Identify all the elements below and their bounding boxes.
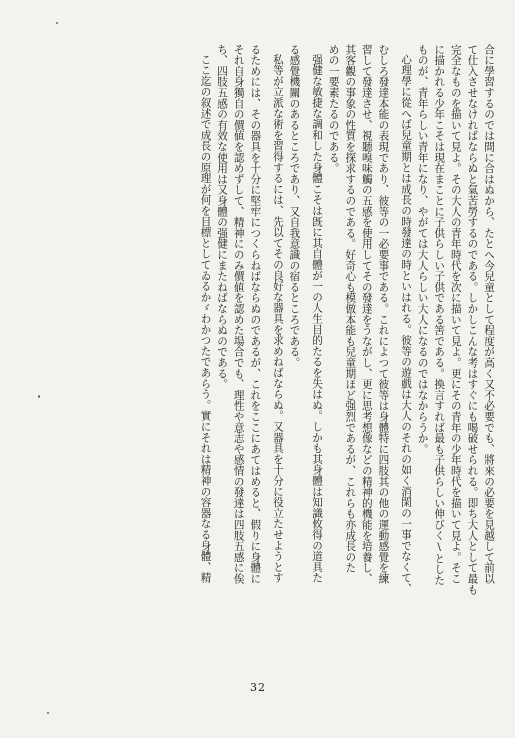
text-line: ものが、青年らしい青年になり、やがては大人らしい大人になるのではなからうか。 <box>416 44 429 455</box>
page-number: 32 <box>250 681 266 694</box>
print-speck <box>47 712 49 714</box>
text-line: 其客觀の事象の性質を探求するのである。好奇心も模倣本能も兒童期ほど强烈であるが、これらも亦成長のた <box>344 44 357 574</box>
text-line: て仕入させなければならぬと氣苦勞するのである。しかしこんな考はすぐにも喝破せられる。即ち大人として最も <box>466 44 479 595</box>
text-line: ち、四肢五感の有效な使用は又身體の强健にまたねばならぬのである。 <box>216 44 229 390</box>
text-line: 心理學に從へば兒童期とは成長の時發達の時といはれる。彼等の遊戲は大人のそれの如く消閑の一事でなくて、 <box>400 54 413 594</box>
text-line: に描かれる少年こそは現在まことに子供らしい子供である筈である。換言すれば最も子供らしい伸びく\とした <box>433 44 446 586</box>
text-line: むしろ發達本能の表現であり、彼等の一必要事である。これによつて彼等は身體特に四肢其の他の運動感覺を練 <box>377 44 390 584</box>
text-line: 習して發達させ、視聽嗅味觸の五感を使用してその發達をうながし、更に思考想像などの精神的機能を培養し、 <box>360 44 373 584</box>
text-line: めの一要素たるのである。 <box>327 44 340 174</box>
text-line: それ自身獨自の價値を認めずして、精神にのみ價値を認めた場合でも、理性や意志や感情の發達は四肢五感に俟 <box>232 44 245 584</box>
print-speck <box>56 22 58 24</box>
text-line: 私等が立派な術を習得するには、先以てその良好な器具を求めねばならぬ。又器具を十分に役立たせようとす <box>271 54 284 584</box>
text-line: ここ迄の叙述で成長の原理が何を目標としてゐるかゞわかつたであらう。實にそれは精神の容器なる身體、精 <box>199 54 212 584</box>
text-line: 完全なものを描いて見よ。その大人の青年時代を次に描いて見よ。更にその青年の少年時代を描いて見よ。そこ <box>449 44 462 584</box>
text-line: 合に學習するのでは間に合はぬから、たとへ今兒童として程度が高く又不必要でも、將來の必要を見越して前以 <box>483 44 495 584</box>
text-line: る感覺機關のあるところであり、又自我意識の宿るところである。 <box>288 44 301 368</box>
body-text <box>12 44 497 660</box>
text-line: 强健な敏捷な調和した身體こそは旣に其自體が一の人生目的たるを失はぬ。しかも其身體は知識攸得の道具た <box>311 54 324 584</box>
text-line: るためには、その器具を十分に堅牢につくらねばならぬのであるが、これをここにあてはめると、假りに身體に <box>249 44 262 584</box>
print-speck <box>38 395 40 398</box>
